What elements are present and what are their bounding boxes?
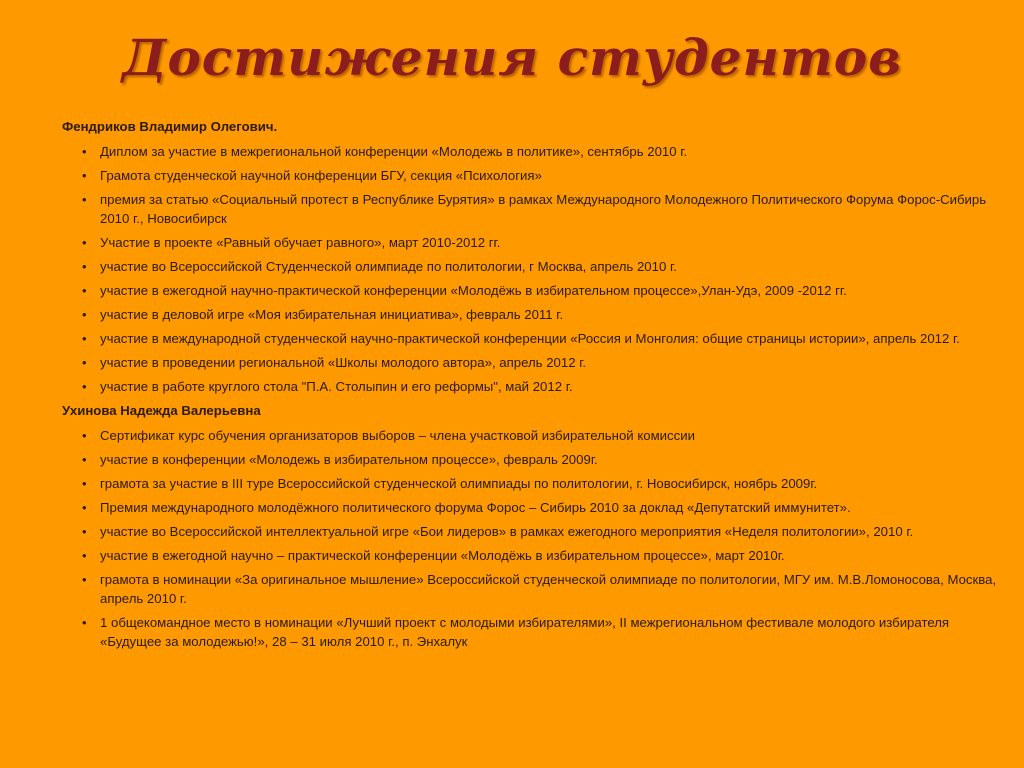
slide-title: Достижения студентов	[122, 28, 902, 87]
achievement-list	[62, 426, 1002, 651]
list-item: • Премия международного молодёжного политического форума Форос – Сибирь 2010 за доклад «Депутатский иммунитет».	[62, 498, 1002, 517]
section-ukhinova	[62, 401, 1002, 651]
person-name: Ухинова Надежда Валерьевна	[62, 403, 261, 418]
list-item: • участие в работе круглого стола "П.А. Столыпин и его реформы", май 2012 г.	[62, 377, 1002, 396]
achievement-list	[62, 142, 1002, 396]
list-item: • участие в международной студенческой научно-практической конференции «Россия и Монголия: общие страницы истории», апрель 2012 г.	[62, 329, 1002, 348]
person-name: Фендриков Владимир Олегович.	[62, 119, 278, 134]
list-item: • грамота в номинации «За оригинальное мышление» Всероссийской студенческой олимпиаде по политологии, МГУ им. М.В.Ломоносова, Москва, апрель 2010 г.	[62, 570, 1002, 608]
list-item: • Сертификат курс обучения организаторов выборов – члена участковой избирательной комиссии	[62, 426, 1002, 445]
list-item: • участие в ежегодной научно-практической конференции «Молодёжь в избирательном процессе»,Улан-Удэ, 2009 -2012 гг.	[62, 281, 1002, 300]
list-item: • участие в проведении региональной «Школы молодого автора», апрель 2012 г.	[62, 353, 1002, 372]
list-item: • Диплом за участие в межрегиональной конференции «Молодежь в политике», сентябрь 2010 г.	[62, 142, 1002, 161]
list-item: • участие во Всероссийской интеллектуальной игре «Бои лидеров» в рамках ежегодного мероприятия «Неделя политологии», 2010 г.	[62, 522, 1002, 541]
section-fendrikov	[62, 117, 1002, 396]
list-item: • 1 общекомандное место в номинации «Лучший проект с молодыми избирателями», II межрегиональном фестивале молодого избирателя «Будущее за молодежью!», 28 – 31 июля 2010 г., п. Энхалук	[62, 613, 1002, 651]
list-item: • грамота за участие в III туре Всероссийской студенческой олимпиады по политологии, г. Новосибирск, ноябрь 2009г.	[62, 474, 1002, 493]
list-item: • участие во Всероссийской Студенческой олимпиаде по политологии, г Москва, апрель 2010 г.	[62, 257, 1002, 276]
slide-content	[62, 117, 1002, 656]
list-item: • Участие в проекте «Равный обучает равного», март 2010-2012 гг.	[62, 233, 1002, 252]
list-item: • участие в конференции «Молодежь в избирательном процессе», февраль 2009г.	[62, 450, 1002, 469]
list-item: • участие в ежегодной научно – практической конференции «Молодёжь в избирательном процессе», март 2010г.	[62, 546, 1002, 565]
list-item: • участие в деловой игре «Моя избирательная инициатива», февраль 2011 г.	[62, 305, 1002, 324]
list-item: • премия за статью «Социальный протест в Республике Бурятия» в рамках Международного Молодежного Политического Форума Форос-Сибирь 2010 г., Новосибирск	[62, 190, 1002, 228]
list-item: • Грамота студенческой научной конференции БГУ, секция «Психология»	[62, 166, 1002, 185]
